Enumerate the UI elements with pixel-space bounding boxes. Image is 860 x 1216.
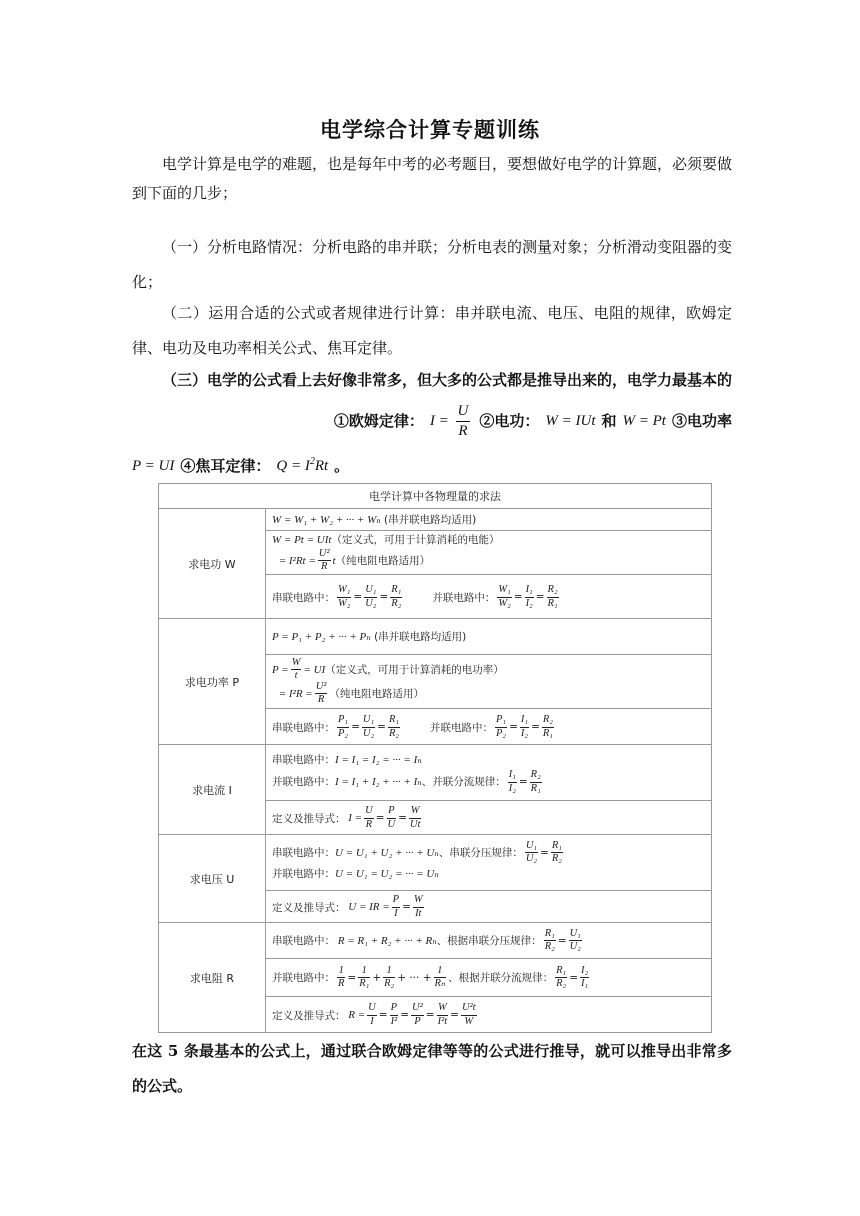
table-row: 串联电路中： $\frac{\text{P₁}}{\text{P₂}}$ = $\frac{\text{U₁}}{\text{U₂}}$ = $\frac{\text{R₁}}{\text{R₂}}$ 并联电路中： $\frac{\text{P₁}}{\text{P₂}}$ = $\frac{\text{I₁}}{\text{I₂}}$ = $\frac{\text{R₂}}{\text{R₁}}$: [272, 714, 553, 739]
step-one-paragraph: （一）分析电路情况：分析电路的串并联；分析电表的测量对象；分析滑动变阻器的变化；: [132, 238, 733, 291]
table-group-work: [159, 509, 711, 619]
table-group-resistance: [159, 923, 711, 1033]
table-group-current: [159, 745, 711, 835]
group-label-power: 求电功率 P: [159, 619, 266, 744]
table-row: 串联电路中：U = U₁ + U₂ + ··· + Uₙ、串联分压规律： $\frac{\text{U₁}}{\text{U₂}}$ = $\frac{\text{R₁}}{\text{R₂}}$ 并联电路中：U = U₁ = U₂ = ··· = Uₙ: [266, 835, 711, 891]
joule-law-label: ④焦耳定律：: [180, 457, 271, 475]
power-formula: P = UI: [132, 458, 175, 474]
table-row: 定义及推导式： U = IR = $\frac{P}{I}$ = $\frac{W}{It}$: [272, 894, 423, 919]
group-label-voltage: 求电压 U: [159, 835, 266, 922]
ohm-law-label: ①欧姆定律：: [333, 411, 424, 430]
conclusion-paragraph: 在这 5 条最基本的公式上，通过联合欧姆定律等等的公式进行推导，就可以推导出非常多的公式。: [132, 1042, 732, 1095]
formula-line-2: [132, 452, 732, 481]
group-label-resistance: 求电阻 R: [159, 923, 266, 1033]
joule-law-formula: $Q = I^2Rt$: [276, 456, 329, 474]
table-row: 串联电路中： $\frac{\text{W₁}}{\text{W₂}}$ = $\frac{\text{U₁}}{\text{U₂}}$ = $\frac{\text{R₁}}{\text{R₂}}$ 并联电路中： $\frac{\text{W₁}}{\text{W₂}}$ = $\frac{\text{I₁}}{\text{I₂}}$ = $\frac{\text{R₂}}{\text{R₁}}$: [272, 584, 558, 609]
table-row: W = W₁ + W₂ + ··· + Wₙ (串并联电路均适用): [266, 509, 711, 531]
formula-table: [158, 483, 712, 1033]
table-row: P = P₁ + P₂ + ··· + Pₙ (串并联电路均适用): [266, 619, 711, 655]
group-label-work: 求电功 W: [159, 509, 266, 618]
work-label: ②电功：: [479, 411, 540, 430]
formula-end-period: 。: [334, 457, 350, 475]
table-row: 定义及推导式： I = $\frac{U}{R}$ = $\frac{P}{U}$ = $\frac{W}{Ut}$: [272, 805, 421, 830]
ohm-law-formula: I = $\frac{U}{R}$: [429, 402, 469, 439]
table-group-voltage: [159, 835, 711, 923]
step-three-text: （三）电学的公式看上去好像非常多，但大多的公式都是推导出来的，电学力最基本的: [162, 371, 733, 389]
table-row: W = Pt = UIt（定义式，可用于计算消耗的电能） = I²Rt = $\frac{\text{U²}}{R}$ t（纯电阻电路适用）: [266, 531, 711, 575]
power-label: ③电功率: [671, 411, 732, 430]
intro-paragraph: 电学计算是电学的难题，也是每年中考的必考题目，要想做好电学的计算题，必须要做到下面的几步；: [132, 155, 733, 202]
table-row: P = $\frac{W}{t}$ = UI（定义式，可用于计算消耗的电功率） = I²R = $\frac{\text{U²}}{R}$ （纯电阻电路适用）: [266, 655, 711, 709]
group-label-current: 求电流 I: [159, 745, 266, 834]
table-group-power: [159, 619, 711, 745]
page-title: 电学综合计算专题训练: [320, 118, 540, 142]
work-join: 和: [601, 411, 617, 430]
formula-line-1: [132, 398, 732, 444]
table-header: 电学计算中各物理量的求法: [159, 484, 711, 509]
work-formula-uit: W = IUt: [545, 412, 596, 429]
ohm-fraction: $\frac{U}{R}$: [457, 402, 469, 439]
step-two-paragraph: （二）运用合适的公式或者规律进行计算：串并联电流、电压、电阻的规律，欧姆定律、电功及电功率相关公式、焦耳定律。: [132, 304, 732, 357]
table-row: 串联电路中：I = I₁ = I₂ = ··· = Iₙ 并联电路中：I = I₁ + I₂ + ··· + Iₙ、并联分流规律： $\frac{\text{I₁}}{\text{I₂}}$ = $\frac{\text{R₂}}{\text{R₁}}$: [266, 745, 711, 801]
table-row: 串联电路中： R = R₁ + R₂ + ··· + Rₙ 、根据串联分压规律： $\frac{\text{R₁}}{\text{R₂}}$ = $\frac{\text{U₁}}{\text{U₂}}$: [266, 923, 711, 959]
table-row: 定义及推导式： R = $\frac{U}{I}$ = $\frac{P}{\text{I²}}$ = $\frac{\text{U²}}{P}$ = $\frac{W}{\text{I²t}}$ = $\frac{\text{U²t}}{W}$: [272, 1002, 476, 1027]
table-row: 并联电路中： $\frac{1}{R}$ = $\frac{1}{\text{R₁}}$ + $\frac{1}{\text{R₂}}$ + ··· + $\frac{1}{\text{Rₙ}}$ 、根据并联分流规律： $\frac{\text{R₁}}{\text{R₂}}$ = $\frac{\text{I₂}}{\text{I₁}}$: [266, 959, 711, 997]
work-formula-pt: W = Pt: [622, 412, 666, 429]
